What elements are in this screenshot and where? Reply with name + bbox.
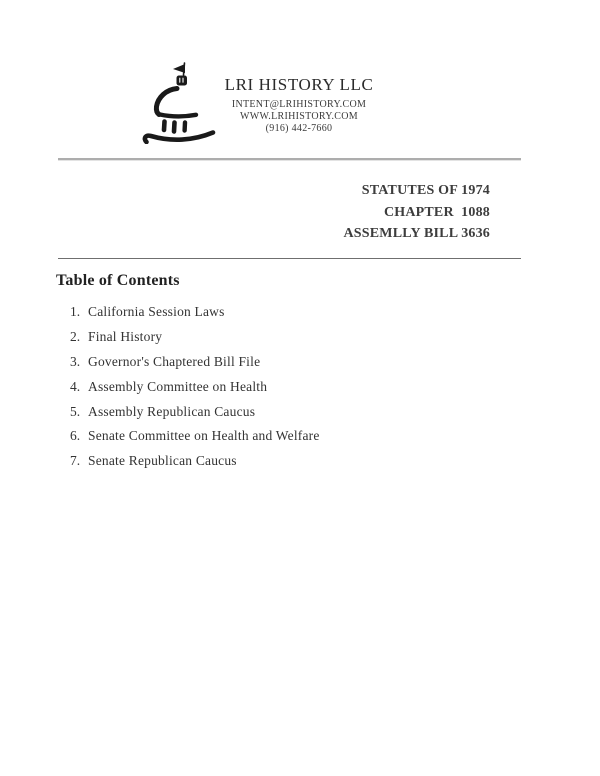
toc-item-label: California Session Laws: [88, 304, 225, 320]
toc-item-number: 2.: [70, 329, 81, 345]
divider-top: [58, 158, 521, 160]
toc-heading: Table of Contents: [56, 272, 180, 289]
toc-item-label: Assembly Republican Caucus: [88, 403, 256, 419]
contact-website: WWW.LRIHISTORY.COM: [239, 111, 358, 123]
toc-item-number: 4.: [70, 378, 81, 394]
assembly-bill-line: ASSEMLLY BILL 3636: [343, 226, 490, 241]
contact-block: [210, 99, 388, 136]
contact-phone: (916) 442-7660: [265, 123, 333, 135]
toc-item-number: 3.: [70, 353, 81, 369]
toc-item: [58, 399, 498, 424]
toc-item-number: 6.: [70, 428, 81, 444]
toc-item-label: Governor's Chaptered Bill File: [88, 353, 261, 369]
toc-item: [58, 325, 498, 350]
toc-item: [58, 374, 498, 399]
toc-item-label: Senate Committee on Health and Welfare: [88, 428, 320, 444]
statute-reference: [58, 180, 490, 245]
divider-bottom: [58, 258, 521, 259]
toc-item-number: 1.: [70, 304, 81, 320]
toc-item-label: Assembly Committee on Health: [88, 378, 268, 394]
toc-list: [58, 300, 498, 474]
toc-item-label: Senate Republican Caucus: [88, 453, 237, 469]
toc-item: [58, 350, 498, 375]
chapter-line: CHAPTER 1088: [383, 204, 490, 220]
toc-item-label: Final History: [88, 329, 163, 345]
company-name: LRI HISTORY LLC: [224, 75, 374, 94]
toc-item-number: 5.: [70, 403, 81, 419]
statutes-line: STATUTES OF 1974: [361, 183, 490, 198]
letterhead: [210, 76, 388, 136]
toc-item: [58, 300, 498, 325]
capitol-dome-logo-icon: [140, 58, 220, 144]
contact-email: INTENT@LRIHISTORY.COM: [231, 99, 367, 110]
toc-item-number: 7.: [70, 453, 81, 469]
toc-item: [58, 449, 498, 474]
toc-item: [58, 424, 498, 449]
